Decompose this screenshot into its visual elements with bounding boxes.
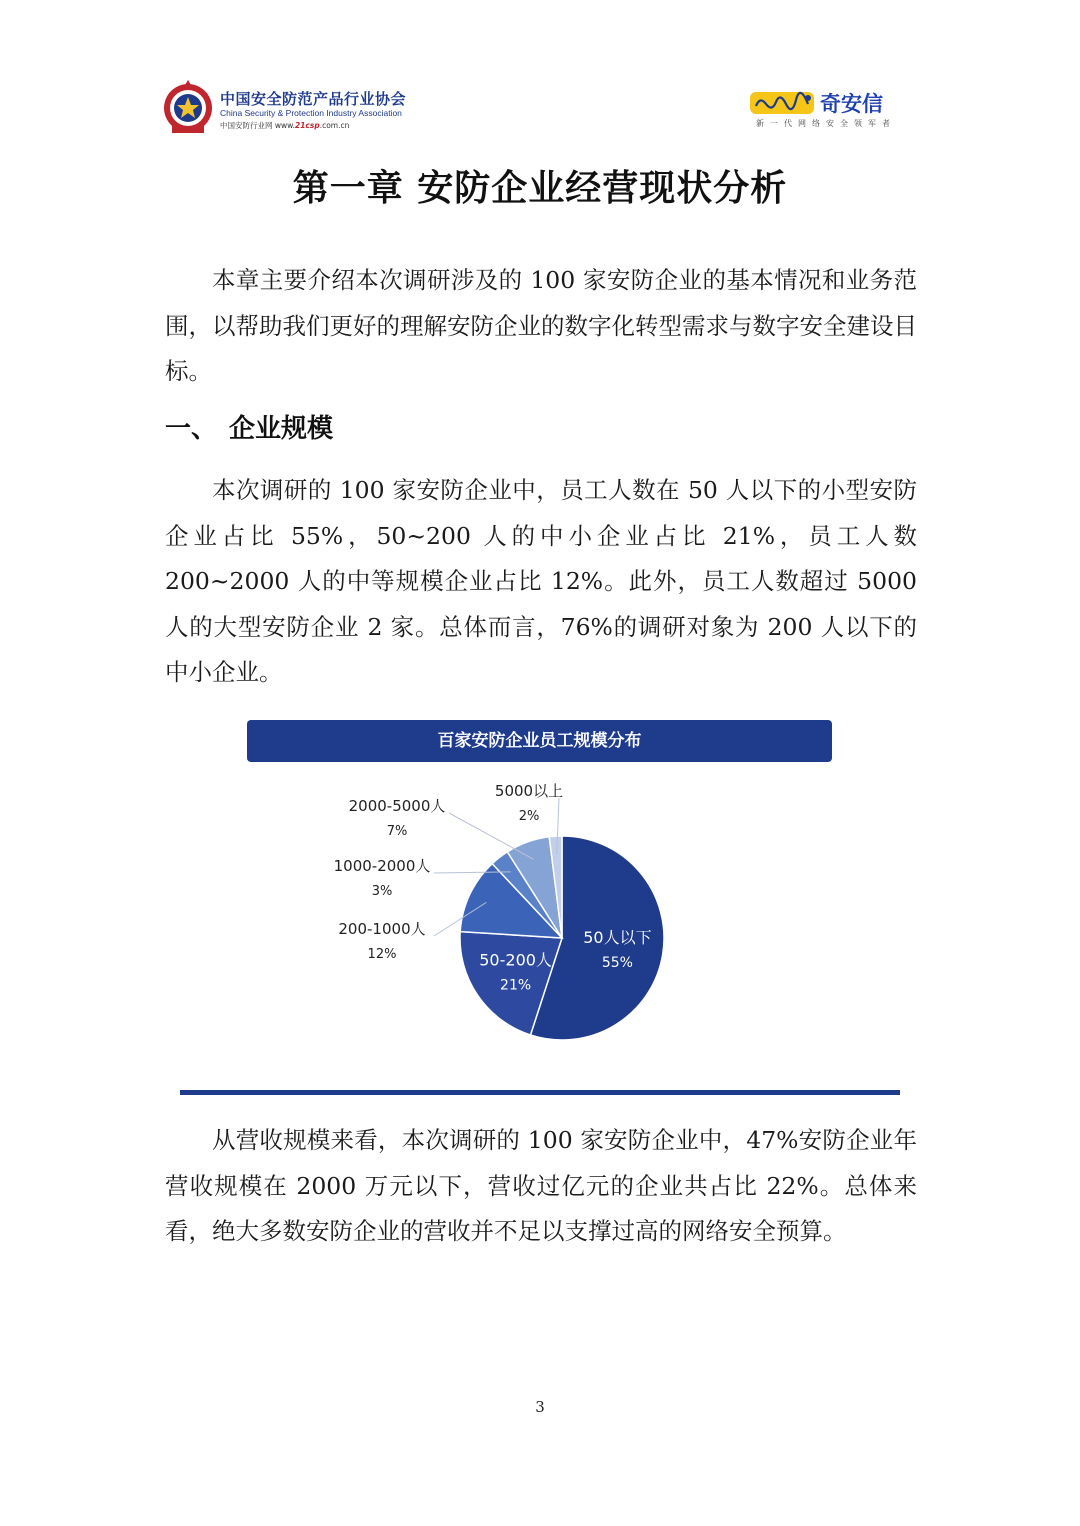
intro-paragraph: 本章主要介绍本次调研涉及的 100 家安防企业的基本情况和业务范围，以帮助我们更好的理解安防企业的数字化转型需求与数字安全建设目标。: [165, 266, 917, 385]
section-divider: [180, 1090, 900, 1095]
partner-slogan: 新一代网络安全领军者: [756, 119, 896, 128]
partner-mark-icon: [750, 88, 814, 118]
slice-name-4: 2000-5000人: [348, 797, 446, 815]
slice-name-1: 50-200人: [479, 950, 552, 970]
page-number: 3: [535, 1398, 545, 1416]
association-name-en: China Security & Protection Industry Association: [220, 108, 402, 118]
slice-name-5: 5000以上: [494, 782, 564, 800]
association-website: [220, 120, 349, 131]
pie-label-4: [349, 797, 534, 859]
slice-percent-1: 21%: [500, 977, 532, 994]
section-title: 企业规模: [229, 414, 334, 444]
slice-percent-2: 12%: [367, 947, 397, 962]
slice-name-3: 1000-2000人: [333, 857, 431, 875]
slice-percent-5: 2%: [518, 809, 540, 824]
slice-percent-4: 7%: [386, 824, 408, 839]
scale-paragraph: 本次调研的 100 家安防企业中，员工人数在 50 人以下的小型安防企业占比 55%，50~200 人的中小企业占比 21%，员工人数200~2000 人的中等规模企业占比 12%。此外，员工人数超过 5000人的大型安防企业 2 家。总体而言，76%的调研对象为 200 人以下的中小企业。: [165, 476, 917, 686]
partner-name: 奇安信: [820, 92, 883, 116]
slice-name-2: 200-1000人: [338, 920, 426, 938]
section-heading: [165, 408, 333, 445]
website-suffix: .com.cn: [319, 121, 350, 130]
slice-percent-0: 55%: [601, 954, 633, 971]
employee-scale-pie-chart: [247, 770, 832, 1070]
slice-percent-3: 3%: [371, 884, 393, 899]
section-number: 一、: [165, 414, 218, 444]
chart-banner: 百家安防企业员工规模分布: [247, 720, 832, 762]
association-logo: [162, 80, 462, 140]
association-seal-icon: [162, 80, 214, 136]
revenue-paragraph: 从营收规模来看，本次调研的 100 家安防企业中，47%安防企业年营收规模在 2000 万元以下，营收过亿元的企业共占比 22%。总体来看，绝大多数安防企业的营收并不足以支撑过高的网络安全预算。: [165, 1126, 917, 1245]
partner-logo: [750, 86, 920, 136]
slice-name-0: 50人以下: [583, 927, 652, 947]
website-label: 中国安防行业网 www.: [220, 121, 295, 130]
association-name-cn: 中国安全防范产品行业协会: [220, 90, 407, 108]
website-domain: 21csp: [294, 121, 320, 130]
chapter-title: 第一章 安防企业经营现状分析: [292, 168, 788, 209]
